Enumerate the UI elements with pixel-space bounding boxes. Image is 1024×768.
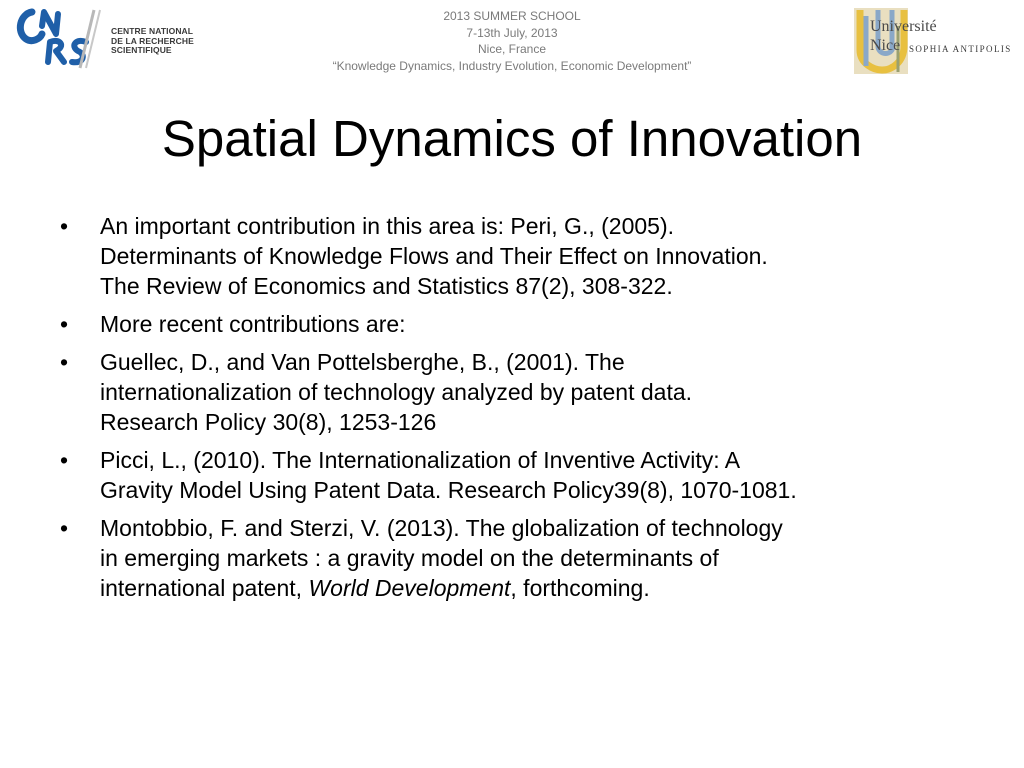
bullet-line: Gravity Model Using Patent Data. Research Policy39(8), 1070-1081. bbox=[100, 477, 797, 503]
citation-text: international patent, bbox=[100, 575, 309, 601]
bullet-line: Montobbio, F. and Sterzi, V. (2013). The globalization of technology bbox=[100, 515, 783, 541]
bullet-item bbox=[57, 309, 977, 339]
event-header bbox=[262, 8, 762, 74]
bullet-line: An important contribution in this area is: Peri, G., (2005). bbox=[100, 213, 674, 239]
bullet-line: in emerging markets : a gravity model on the determinants of bbox=[100, 545, 719, 571]
bullet-line: Picci, L., (2010). The Internationalization of Inventive Activity: A bbox=[100, 447, 741, 473]
bullet-item bbox=[57, 211, 977, 301]
journal-name: World Development bbox=[308, 575, 511, 601]
bullet-line: Research Policy 30(8), 1253-126 bbox=[100, 409, 437, 435]
cnrs-wordmark: CENTRE NATIONAL DE LA RECHERCHE SCIENTIFIQUE bbox=[111, 26, 194, 55]
bullet-line: The Review of Economics and Statistics 87(2), 308-322. bbox=[100, 273, 673, 299]
universite-nice-logo bbox=[852, 6, 1022, 76]
bullet-dot-icon: • bbox=[60, 311, 69, 337]
bullet-line: More recent contributions are: bbox=[100, 311, 406, 337]
bullet-item bbox=[57, 445, 977, 505]
bullet-item bbox=[57, 513, 977, 603]
bullet-dot-icon: • bbox=[60, 447, 69, 473]
bullet-dot-icon: • bbox=[60, 515, 69, 541]
unice-wordmark-subtitle: SOPHIA ANTIPOLIS bbox=[909, 44, 1012, 54]
event-dates: 7-13th July, 2013 bbox=[466, 25, 558, 40]
event-location: Nice, France bbox=[477, 42, 547, 56]
bullet-line: Determinants of Knowledge Flows and Their Effect on Innovation. bbox=[100, 243, 768, 269]
bullet-line: internationalization of technology analyzed by patent data. bbox=[100, 379, 693, 405]
unice-wordmark-line1: Université bbox=[870, 18, 937, 35]
bullet-line: Guellec, D., and Van Pottelsberghe, B., (2001). The bbox=[100, 349, 625, 375]
cnrs-logo bbox=[12, 6, 202, 76]
bullet-list bbox=[57, 211, 977, 611]
unice-wordmark-line2: Nice bbox=[870, 37, 901, 54]
bullet-item bbox=[57, 347, 977, 437]
event-name: 2013 SUMMER SCHOOL bbox=[443, 9, 581, 23]
bullet-dot-icon: • bbox=[60, 349, 69, 375]
cnrs-mark-icon bbox=[12, 6, 107, 76]
bullet-dot-icon: • bbox=[60, 213, 69, 239]
slide-title: Spatial Dynamics of Innovation bbox=[161, 110, 863, 167]
event-theme: “Knowledge Dynamics, Industry Evolution, Economic Development” bbox=[332, 58, 692, 73]
citation-status: , forthcoming. bbox=[510, 575, 650, 601]
bullet-line bbox=[100, 573, 977, 603]
